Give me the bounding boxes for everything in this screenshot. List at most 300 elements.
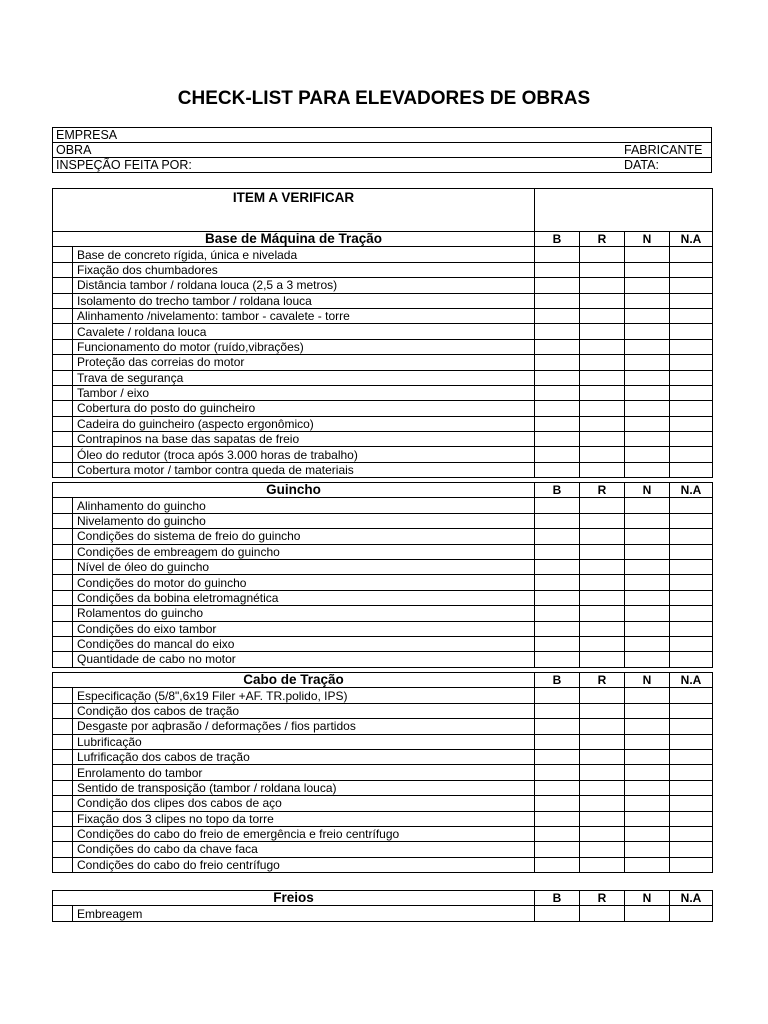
checklist-row <box>53 621 713 636</box>
check-cell-b[interactable] <box>535 636 580 651</box>
row-indent-cell <box>53 575 73 590</box>
item-header: ITEM A VERIFICAR <box>53 189 535 232</box>
check-cell-b[interactable] <box>535 513 580 528</box>
row-indent-cell <box>53 749 73 764</box>
check-cell-r[interactable] <box>580 544 625 559</box>
row-indent-cell <box>53 765 73 780</box>
check-cell-n[interactable] <box>625 447 670 462</box>
check-cell-r[interactable] <box>580 308 625 323</box>
checklist-row <box>53 544 713 559</box>
empresa-label: EMPRESA <box>56 128 118 142</box>
section-table <box>52 890 713 922</box>
section-header-row <box>53 673 713 688</box>
checklist-item-label: Sentido de transposição (tambor / roldana louca) <box>73 780 535 795</box>
check-cell-na[interactable] <box>670 247 713 262</box>
column-header-b: B <box>535 891 580 906</box>
check-cell-na[interactable] <box>670 780 713 795</box>
row-indent-cell <box>53 247 73 262</box>
check-cell-r[interactable] <box>580 401 625 416</box>
row-indent-cell <box>53 308 73 323</box>
check-cell-n[interactable] <box>625 796 670 811</box>
column-header-n: N <box>625 891 670 906</box>
check-cell-b[interactable] <box>535 606 580 621</box>
checklist-item-label: Contrapinos na base das sapatas de freio <box>73 432 535 447</box>
check-cell-na[interactable] <box>670 857 713 872</box>
check-cell-n[interactable] <box>625 688 670 703</box>
checklist-row <box>53 652 713 667</box>
section-table <box>52 482 713 668</box>
check-cell-na[interactable] <box>670 513 713 528</box>
data-label: DATA: <box>624 158 659 172</box>
checklist-row <box>53 529 713 544</box>
check-cell-r[interactable] <box>580 498 625 513</box>
row-indent-cell <box>53 529 73 544</box>
checklist-item-label: Distância tambor / roldana louca (2,5 a 3 metros) <box>73 278 535 293</box>
section-header-row <box>53 891 713 906</box>
check-cell-r[interactable] <box>580 842 625 857</box>
obra-field[interactable] <box>53 143 622 158</box>
check-cell-b[interactable] <box>535 906 580 921</box>
check-cell-n[interactable] <box>625 370 670 385</box>
checklist-item-label: Fixação dos 3 clipes no topo da torre <box>73 811 535 826</box>
checklist-item-label: Cobertura motor / tambor contra queda de materiais <box>73 462 535 477</box>
checklist-item-label: Condições do cabo da chave faca <box>73 842 535 857</box>
checklist-item-label: Proteção das correias do motor <box>73 355 535 370</box>
check-cell-r[interactable] <box>580 339 625 354</box>
check-cell-r[interactable] <box>580 385 625 400</box>
check-cell-na[interactable] <box>670 652 713 667</box>
check-cell-na[interactable] <box>670 621 713 636</box>
inspecao-field[interactable] <box>53 158 622 173</box>
row-indent-cell <box>53 416 73 431</box>
checklist-item-label: Condições de embreagem do guincho <box>73 544 535 559</box>
check-cell-r[interactable] <box>580 355 625 370</box>
check-cell-na[interactable] <box>670 324 713 339</box>
check-cell-n[interactable] <box>625 385 670 400</box>
checklist-row <box>53 513 713 528</box>
checklist-row <box>53 780 713 795</box>
checklist-row <box>53 370 713 385</box>
check-cell-n[interactable] <box>625 293 670 308</box>
check-cell-na[interactable] <box>670 719 713 734</box>
row-indent-cell <box>53 857 73 872</box>
checklist-item-label: Alinhamento do guincho <box>73 498 535 513</box>
column-header-r: R <box>580 232 625 247</box>
checklist-row <box>53 811 713 826</box>
row-indent-cell <box>53 826 73 841</box>
checklist-item-label: Funcionamento do motor (ruído,vibrações) <box>73 339 535 354</box>
check-cell-n[interactable] <box>625 416 670 431</box>
check-cell-r[interactable] <box>580 857 625 872</box>
checklist-row <box>53 749 713 764</box>
checklist-row <box>53 324 713 339</box>
checklist-item-label: Cadeira do guincheiro (aspecto ergonômico) <box>73 416 535 431</box>
checklist-row <box>53 308 713 323</box>
check-cell-n[interactable] <box>625 703 670 718</box>
check-cell-n[interactable] <box>625 355 670 370</box>
check-cell-n[interactable] <box>625 559 670 574</box>
check-cell-b[interactable] <box>535 324 580 339</box>
check-cell-n[interactable] <box>625 401 670 416</box>
check-cell-r[interactable] <box>580 590 625 605</box>
check-cell-r[interactable] <box>580 688 625 703</box>
check-cell-n[interactable] <box>625 247 670 262</box>
checklist-row <box>53 355 713 370</box>
check-cell-b[interactable] <box>535 308 580 323</box>
checklist-item-label: Condições do motor do guincho <box>73 575 535 590</box>
check-cell-r[interactable] <box>580 703 625 718</box>
row-indent-cell <box>53 544 73 559</box>
check-cell-n[interactable] <box>625 324 670 339</box>
check-cell-na[interactable] <box>670 906 713 921</box>
check-cell-na[interactable] <box>670 796 713 811</box>
checklist-item-label: Tambor / eixo <box>73 385 535 400</box>
check-cell-b[interactable] <box>535 544 580 559</box>
row-indent-cell <box>53 734 73 749</box>
checklist-item-label: Quantidade de cabo no motor <box>73 652 535 667</box>
check-cell-b[interactable] <box>535 749 580 764</box>
check-cell-b[interactable] <box>535 590 580 605</box>
page-title: CHECK-LIST PARA ELEVADORES DE OBRAS <box>177 88 591 109</box>
check-cell-n[interactable] <box>625 780 670 795</box>
check-cell-na[interactable] <box>670 293 713 308</box>
column-header-na: N.A <box>670 483 713 498</box>
row-indent-cell <box>53 385 73 400</box>
checklist-item-label: Alinhamento /nivelamento: tambor - cavalete - torre <box>73 308 535 323</box>
check-cell-na[interactable] <box>670 688 713 703</box>
check-cell-b[interactable] <box>535 447 580 462</box>
check-cell-na[interactable] <box>670 416 713 431</box>
row-indent-cell <box>53 370 73 385</box>
row-indent-cell <box>53 590 73 605</box>
check-cell-n[interactable] <box>625 636 670 651</box>
check-cell-r[interactable] <box>580 462 625 477</box>
checklist-item-label: Condições do sistema de freio do guincho <box>73 529 535 544</box>
check-cell-n[interactable] <box>625 462 670 477</box>
row-indent-cell <box>53 652 73 667</box>
column-header-b: B <box>535 232 580 247</box>
check-cell-n[interactable] <box>625 826 670 841</box>
check-cell-na[interactable] <box>670 811 713 826</box>
check-cell-n[interactable] <box>625 529 670 544</box>
checklist-item-label: Condições da bobina eletromagnética <box>73 590 535 605</box>
check-cell-na[interactable] <box>670 385 713 400</box>
check-cell-n[interactable] <box>625 842 670 857</box>
row-indent-cell <box>53 780 73 795</box>
checklist-item-label: Rolamentos do guincho <box>73 606 535 621</box>
check-cell-b[interactable] <box>535 293 580 308</box>
column-header-n: N <box>625 232 670 247</box>
check-cell-na[interactable] <box>670 278 713 293</box>
check-cell-n[interactable] <box>625 734 670 749</box>
check-cell-b[interactable] <box>535 734 580 749</box>
check-cell-na[interactable] <box>670 432 713 447</box>
check-cell-na[interactable] <box>670 765 713 780</box>
checklist-row <box>53 339 713 354</box>
row-indent-cell <box>53 513 73 528</box>
check-cell-r[interactable] <box>580 780 625 795</box>
empresa-field[interactable] <box>53 128 712 143</box>
check-cell-b[interactable] <box>535 796 580 811</box>
check-cell-n[interactable] <box>625 513 670 528</box>
section-title: Base de Máquina de Tração <box>53 232 535 247</box>
column-header-r: R <box>580 483 625 498</box>
checklist-row <box>53 636 713 651</box>
check-cell-na[interactable] <box>670 529 713 544</box>
check-cell-b[interactable] <box>535 575 580 590</box>
check-cell-b[interactable] <box>535 621 580 636</box>
check-cell-na[interactable] <box>670 355 713 370</box>
check-cell-r[interactable] <box>580 324 625 339</box>
check-cell-na[interactable] <box>670 826 713 841</box>
checklist-item-label: Óleo do redutor (troca após 3.000 horas de trabalho) <box>73 447 535 462</box>
column-header-n: N <box>625 673 670 688</box>
row-indent-cell <box>53 621 73 636</box>
section-title: Freios <box>53 891 535 906</box>
checklist-item-label: Enrolamento do tambor <box>73 765 535 780</box>
row-indent-cell <box>53 688 73 703</box>
check-cell-n[interactable] <box>625 606 670 621</box>
check-cell-b[interactable] <box>535 688 580 703</box>
header-table <box>52 127 712 173</box>
check-cell-b[interactable] <box>535 811 580 826</box>
check-cell-b[interactable] <box>535 462 580 477</box>
check-cell-n[interactable] <box>625 308 670 323</box>
check-cell-b[interactable] <box>535 498 580 513</box>
checklist-item-label: Condição dos cabos de tração <box>73 703 535 718</box>
check-cell-na[interactable] <box>670 749 713 764</box>
check-cell-b[interactable] <box>535 416 580 431</box>
checklist-row <box>53 719 713 734</box>
column-header-na: N.A <box>670 232 713 247</box>
check-cell-r[interactable] <box>580 293 625 308</box>
column-header-b: B <box>535 483 580 498</box>
column-header-b: B <box>535 673 580 688</box>
check-cell-r[interactable] <box>580 416 625 431</box>
check-cell-na[interactable] <box>670 842 713 857</box>
check-cell-na[interactable] <box>670 447 713 462</box>
row-indent-cell <box>53 432 73 447</box>
check-cell-n[interactable] <box>625 590 670 605</box>
checklist-item-label: Condições do mancal do eixo <box>73 636 535 651</box>
check-cell-r[interactable] <box>580 559 625 574</box>
check-cell-b[interactable] <box>535 247 580 262</box>
check-cell-r[interactable] <box>580 278 625 293</box>
checklist-row <box>53 498 713 513</box>
check-cell-n[interactable] <box>625 652 670 667</box>
checklist-row <box>53 826 713 841</box>
check-cell-r[interactable] <box>580 652 625 667</box>
check-cell-b[interactable] <box>535 719 580 734</box>
check-cell-na[interactable] <box>670 462 713 477</box>
check-cell-r[interactable] <box>580 447 625 462</box>
check-cell-n[interactable] <box>625 621 670 636</box>
check-cell-n[interactable] <box>625 749 670 764</box>
check-cell-r[interactable] <box>580 432 625 447</box>
check-cell-na[interactable] <box>670 703 713 718</box>
check-cell-b[interactable] <box>535 529 580 544</box>
checklist-item-label: Desgaste por aqbrasão / deformações / fios partidos <box>73 719 535 734</box>
check-cell-r[interactable] <box>580 529 625 544</box>
row-indent-cell <box>53 796 73 811</box>
row-indent-cell <box>53 719 73 734</box>
row-indent-cell <box>53 559 73 574</box>
checklist-row <box>53 765 713 780</box>
check-cell-n[interactable] <box>625 857 670 872</box>
row-indent-cell <box>53 606 73 621</box>
section-table <box>52 188 713 478</box>
checklist-item-label: Especificação (5/8",6x19 Filer +AF. TR.polido, IPS) <box>73 688 535 703</box>
check-cell-na[interactable] <box>670 401 713 416</box>
checklist-item-label: Lufrificação dos cabos de tração <box>73 749 535 764</box>
checklist-row <box>53 734 713 749</box>
checklist-item-label: Cobertura do posto do guincheiro <box>73 401 535 416</box>
check-cell-na[interactable] <box>670 559 713 574</box>
checklist-row <box>53 293 713 308</box>
check-cell-b[interactable] <box>535 278 580 293</box>
checklist-row <box>53 447 713 462</box>
check-cell-r[interactable] <box>580 906 625 921</box>
check-cell-b[interactable] <box>535 385 580 400</box>
check-cell-b[interactable] <box>535 765 580 780</box>
section-title: Cabo de Tração <box>53 673 535 688</box>
check-cell-na[interactable] <box>670 636 713 651</box>
row-indent-cell <box>53 906 73 921</box>
row-indent-cell <box>53 355 73 370</box>
check-cell-na[interactable] <box>670 339 713 354</box>
row-indent-cell <box>53 498 73 513</box>
obra-label: OBRA <box>56 143 92 157</box>
checklist-item-label: Condições do cabo do freio de emergência e freio centrífugo <box>73 826 535 841</box>
check-cell-r[interactable] <box>580 765 625 780</box>
check-cell-b[interactable] <box>535 842 580 857</box>
checklist-row <box>53 247 713 262</box>
fabricante-field[interactable] <box>621 143 712 158</box>
check-cell-b[interactable] <box>535 826 580 841</box>
check-cell-r[interactable] <box>580 734 625 749</box>
check-cell-b[interactable] <box>535 370 580 385</box>
checklist-item-label: Embreagem <box>73 906 535 921</box>
checklist-item-label: Lubrificação <box>73 734 535 749</box>
check-cell-b[interactable] <box>535 652 580 667</box>
check-cell-n[interactable] <box>625 432 670 447</box>
check-cell-n[interactable] <box>625 811 670 826</box>
checklist-item-label: Nível de óleo do guincho <box>73 559 535 574</box>
check-cell-n[interactable] <box>625 262 670 277</box>
checklist-row <box>53 703 713 718</box>
check-cell-b[interactable] <box>535 432 580 447</box>
checklist-row <box>53 906 713 921</box>
row-indent-cell <box>53 447 73 462</box>
check-cell-na[interactable] <box>670 262 713 277</box>
column-header-r: R <box>580 891 625 906</box>
check-cell-na[interactable] <box>670 734 713 749</box>
check-cell-na[interactable] <box>670 575 713 590</box>
row-indent-cell <box>53 811 73 826</box>
item-header-blank <box>535 189 713 232</box>
row-indent-cell <box>53 293 73 308</box>
inspecao-label: INSPEÇÃO FEITA POR: <box>56 158 192 172</box>
row-indent-cell <box>53 703 73 718</box>
check-cell-r[interactable] <box>580 636 625 651</box>
row-indent-cell <box>53 401 73 416</box>
check-cell-n[interactable] <box>625 575 670 590</box>
check-cell-r[interactable] <box>580 606 625 621</box>
check-cell-na[interactable] <box>670 606 713 621</box>
check-cell-r[interactable] <box>580 575 625 590</box>
check-cell-b[interactable] <box>535 401 580 416</box>
column-header-na: N.A <box>670 673 713 688</box>
row-indent-cell <box>53 278 73 293</box>
check-cell-r[interactable] <box>580 370 625 385</box>
check-cell-r[interactable] <box>580 247 625 262</box>
check-cell-na[interactable] <box>670 308 713 323</box>
check-cell-na[interactable] <box>670 370 713 385</box>
checklist-item-label: Base de concreto rígida, única e nivelada <box>73 247 535 262</box>
check-cell-r[interactable] <box>580 796 625 811</box>
check-cell-na[interactable] <box>670 590 713 605</box>
check-cell-r[interactable] <box>580 749 625 764</box>
check-cell-na[interactable] <box>670 498 713 513</box>
checklist-row <box>53 559 713 574</box>
checklist-item-label: Trava de segurança <box>73 370 535 385</box>
checklist-row <box>53 401 713 416</box>
checklist-item-label: Cavalete / roldana louca <box>73 324 535 339</box>
check-cell-b[interactable] <box>535 703 580 718</box>
check-cell-n[interactable] <box>625 544 670 559</box>
check-cell-r[interactable] <box>580 621 625 636</box>
check-cell-b[interactable] <box>535 355 580 370</box>
check-cell-r[interactable] <box>580 811 625 826</box>
row-indent-cell <box>53 339 73 354</box>
section-header-row <box>53 483 713 498</box>
checklist-row <box>53 842 713 857</box>
checklist-item-label: Condições do eixo tambor <box>73 621 535 636</box>
check-cell-r[interactable] <box>580 719 625 734</box>
check-cell-n[interactable] <box>625 278 670 293</box>
data-field[interactable] <box>621 158 712 173</box>
checklist-row <box>53 462 713 477</box>
checklist-row <box>53 688 713 703</box>
section-header-row <box>53 232 713 247</box>
check-cell-n[interactable] <box>625 498 670 513</box>
column-header-na: N.A <box>670 891 713 906</box>
section-table <box>52 672 713 873</box>
check-cell-n[interactable] <box>625 906 670 921</box>
row-indent-cell <box>53 462 73 477</box>
check-cell-n[interactable] <box>625 719 670 734</box>
check-cell-b[interactable] <box>535 559 580 574</box>
check-cell-b[interactable] <box>535 780 580 795</box>
check-cell-b[interactable] <box>535 262 580 277</box>
checklist-item-label: Nivelamento do guincho <box>73 513 535 528</box>
row-indent-cell <box>53 842 73 857</box>
checklist-row <box>53 575 713 590</box>
checklist-item-label: Condições do cabo do freio centrífugo <box>73 857 535 872</box>
check-cell-b[interactable] <box>535 339 580 354</box>
check-cell-n[interactable] <box>625 765 670 780</box>
checklist-row <box>53 796 713 811</box>
check-cell-b[interactable] <box>535 857 580 872</box>
check-cell-r[interactable] <box>580 262 625 277</box>
check-cell-r[interactable] <box>580 826 625 841</box>
check-cell-r[interactable] <box>580 513 625 528</box>
row-indent-cell <box>53 262 73 277</box>
checklist-row <box>53 385 713 400</box>
check-cell-n[interactable] <box>625 339 670 354</box>
fabricante-label: FABRICANTE <box>624 143 703 157</box>
check-cell-na[interactable] <box>670 544 713 559</box>
